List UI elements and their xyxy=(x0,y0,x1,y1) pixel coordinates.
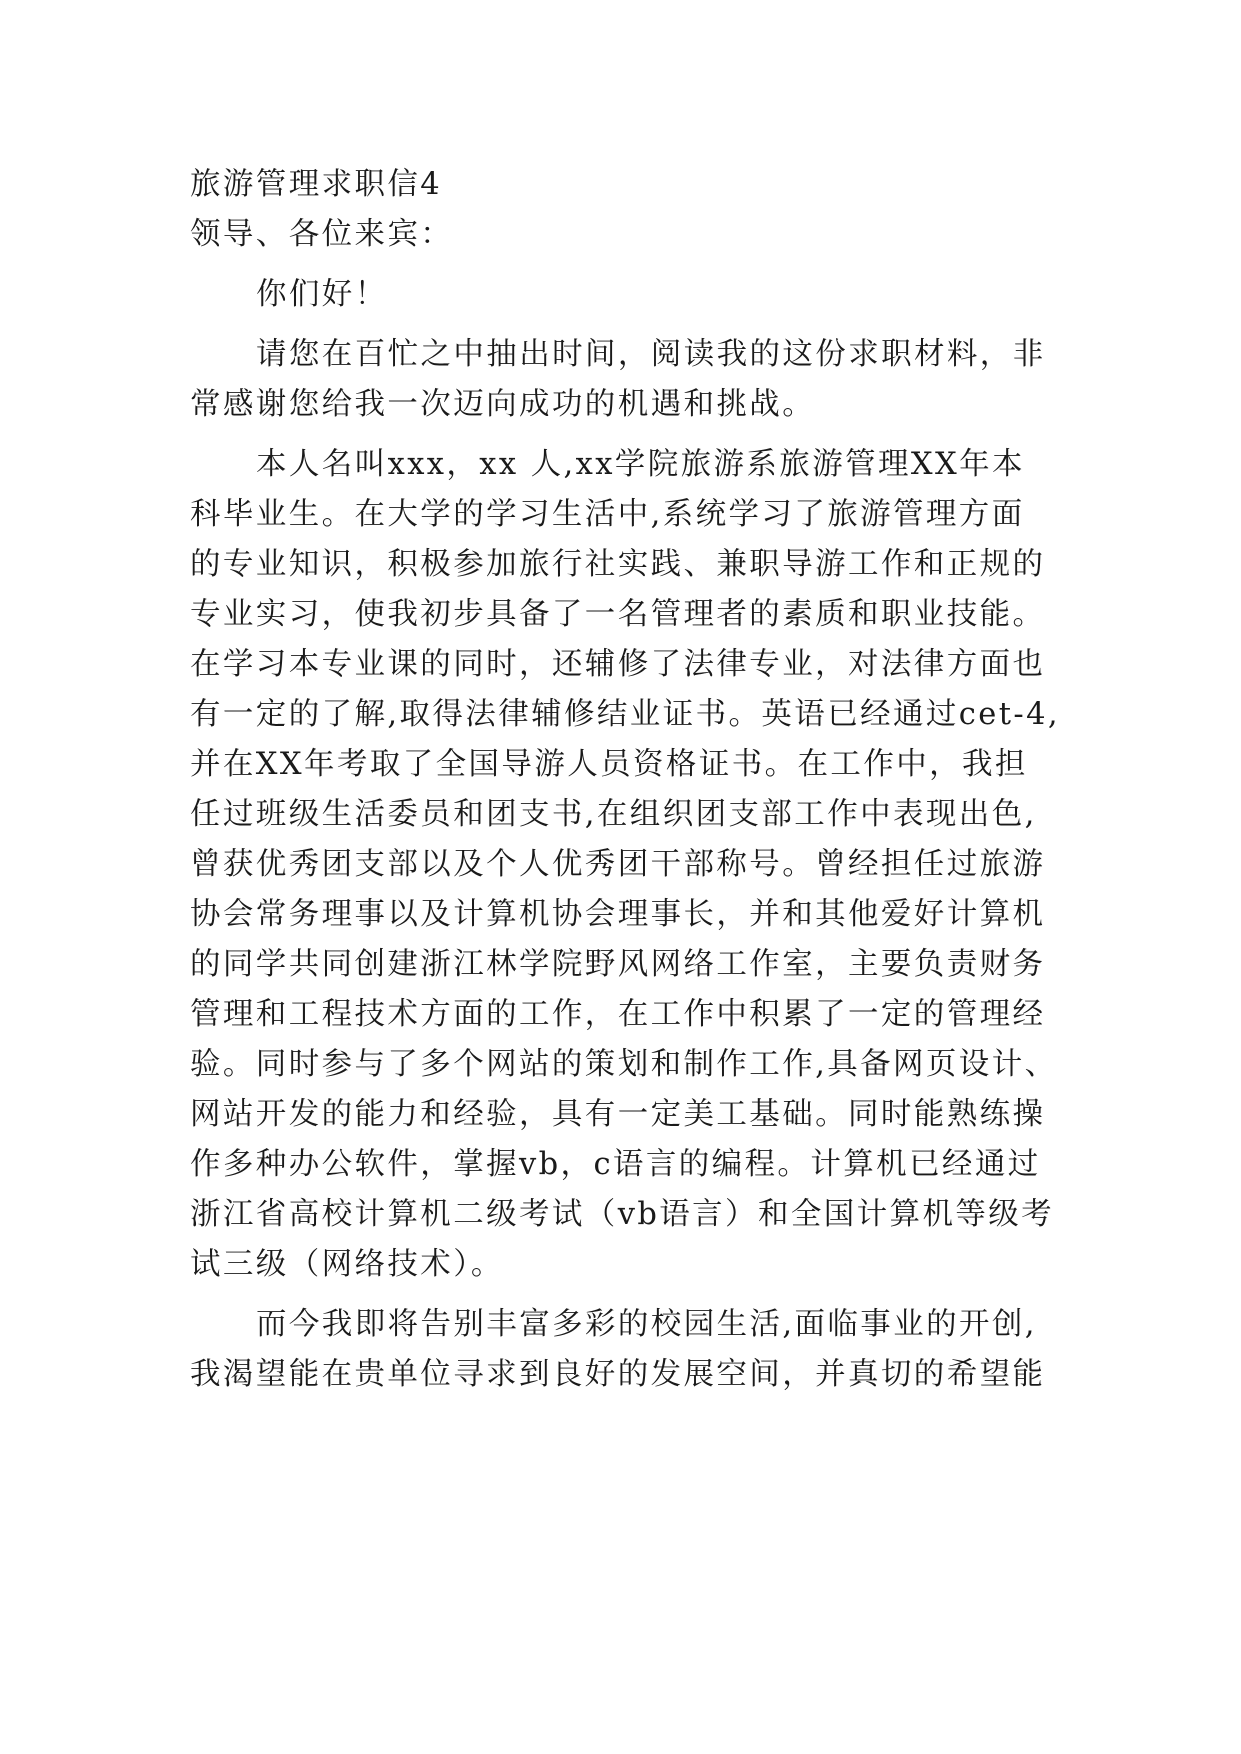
paragraph-line: 验。同时参与了多个网站的策划和制作工作,具备网页设计、 xyxy=(190,1047,1058,1082)
paragraph-2 xyxy=(190,440,1060,1290)
paragraph-line: 请您在百忙之中抽出时间，阅读我的这份求职材料，非 xyxy=(256,337,1046,372)
paragraph-line: 曾获优秀团支部以及个人优秀团干部称号。曾经担任过旅游 xyxy=(190,847,1046,882)
letter-body xyxy=(190,160,1060,1400)
salutation: 领导、各位来宾： xyxy=(190,217,454,252)
paragraph-line: 专业实习，使我初步具备了一名管理者的素质和职业技能。 xyxy=(190,597,1046,632)
paragraph-line: 的专业知识，积极参加旅行社实践、兼职导游工作和正规的 xyxy=(190,547,1046,582)
paragraph-line: 在学习本专业课的同时，还辅修了法律专业，对法律方面也 xyxy=(190,647,1046,682)
paragraph-line: 而今我即将告别丰富多彩的校园生活,面临事业的开创, xyxy=(256,1307,1037,1342)
paragraph-line: 科毕业生。在大学的学习生活中,系统学习了旅游管理方面 xyxy=(190,497,1025,532)
paragraph-line: 并在XX年考取了全国导游人员资格证书。在工作中，我担 xyxy=(190,747,1028,782)
paragraph-line: 有一定的了解,取得法律辅修结业证书。英语已经通过cet-4, xyxy=(190,697,1060,732)
paragraph-line: 的同学共同创建浙江林学院野风网络工作室，主要负责财务 xyxy=(190,947,1046,982)
paragraph-line: 试三级（网络技术）。 xyxy=(190,1247,504,1282)
paragraph-line: 管理和工程技术方面的工作，在工作中积累了一定的管理经 xyxy=(190,997,1046,1032)
paragraph-line: 浙江省高校计算机二级考试（vb语言）和全国计算机等级考 xyxy=(190,1197,1055,1232)
paragraph-line: 作多种办公软件，掌握vb，c语言的编程。计算机已经通过 xyxy=(190,1147,1041,1182)
greeting: 你们好！ xyxy=(256,277,388,312)
paragraph-line: 协会常务理事以及计算机协会理事长，并和其他爱好计算机 xyxy=(190,897,1046,932)
paragraph-3 xyxy=(190,1300,1060,1400)
paragraph-line: 本人名叫xxx，xx 人,xx学院旅游系旅游管理XX年本 xyxy=(256,447,1025,482)
paragraph-line: 网站开发的能力和经验，具有一定美工基础。同时能熟练操 xyxy=(190,1097,1046,1132)
paragraph-line: 任过班级生活委员和团支书,在组织团支部工作中表现出色, xyxy=(190,797,1037,832)
paragraph-line: 常感谢您给我一次迈向成功的机遇和挑战。 xyxy=(190,387,816,422)
paragraph-line: 我渴望能在贵单位寻求到良好的发展空间，并真切的希望能 xyxy=(190,1357,1046,1392)
document-title: 旅游管理求职信4 xyxy=(190,167,443,202)
paragraph-1 xyxy=(190,330,1060,430)
